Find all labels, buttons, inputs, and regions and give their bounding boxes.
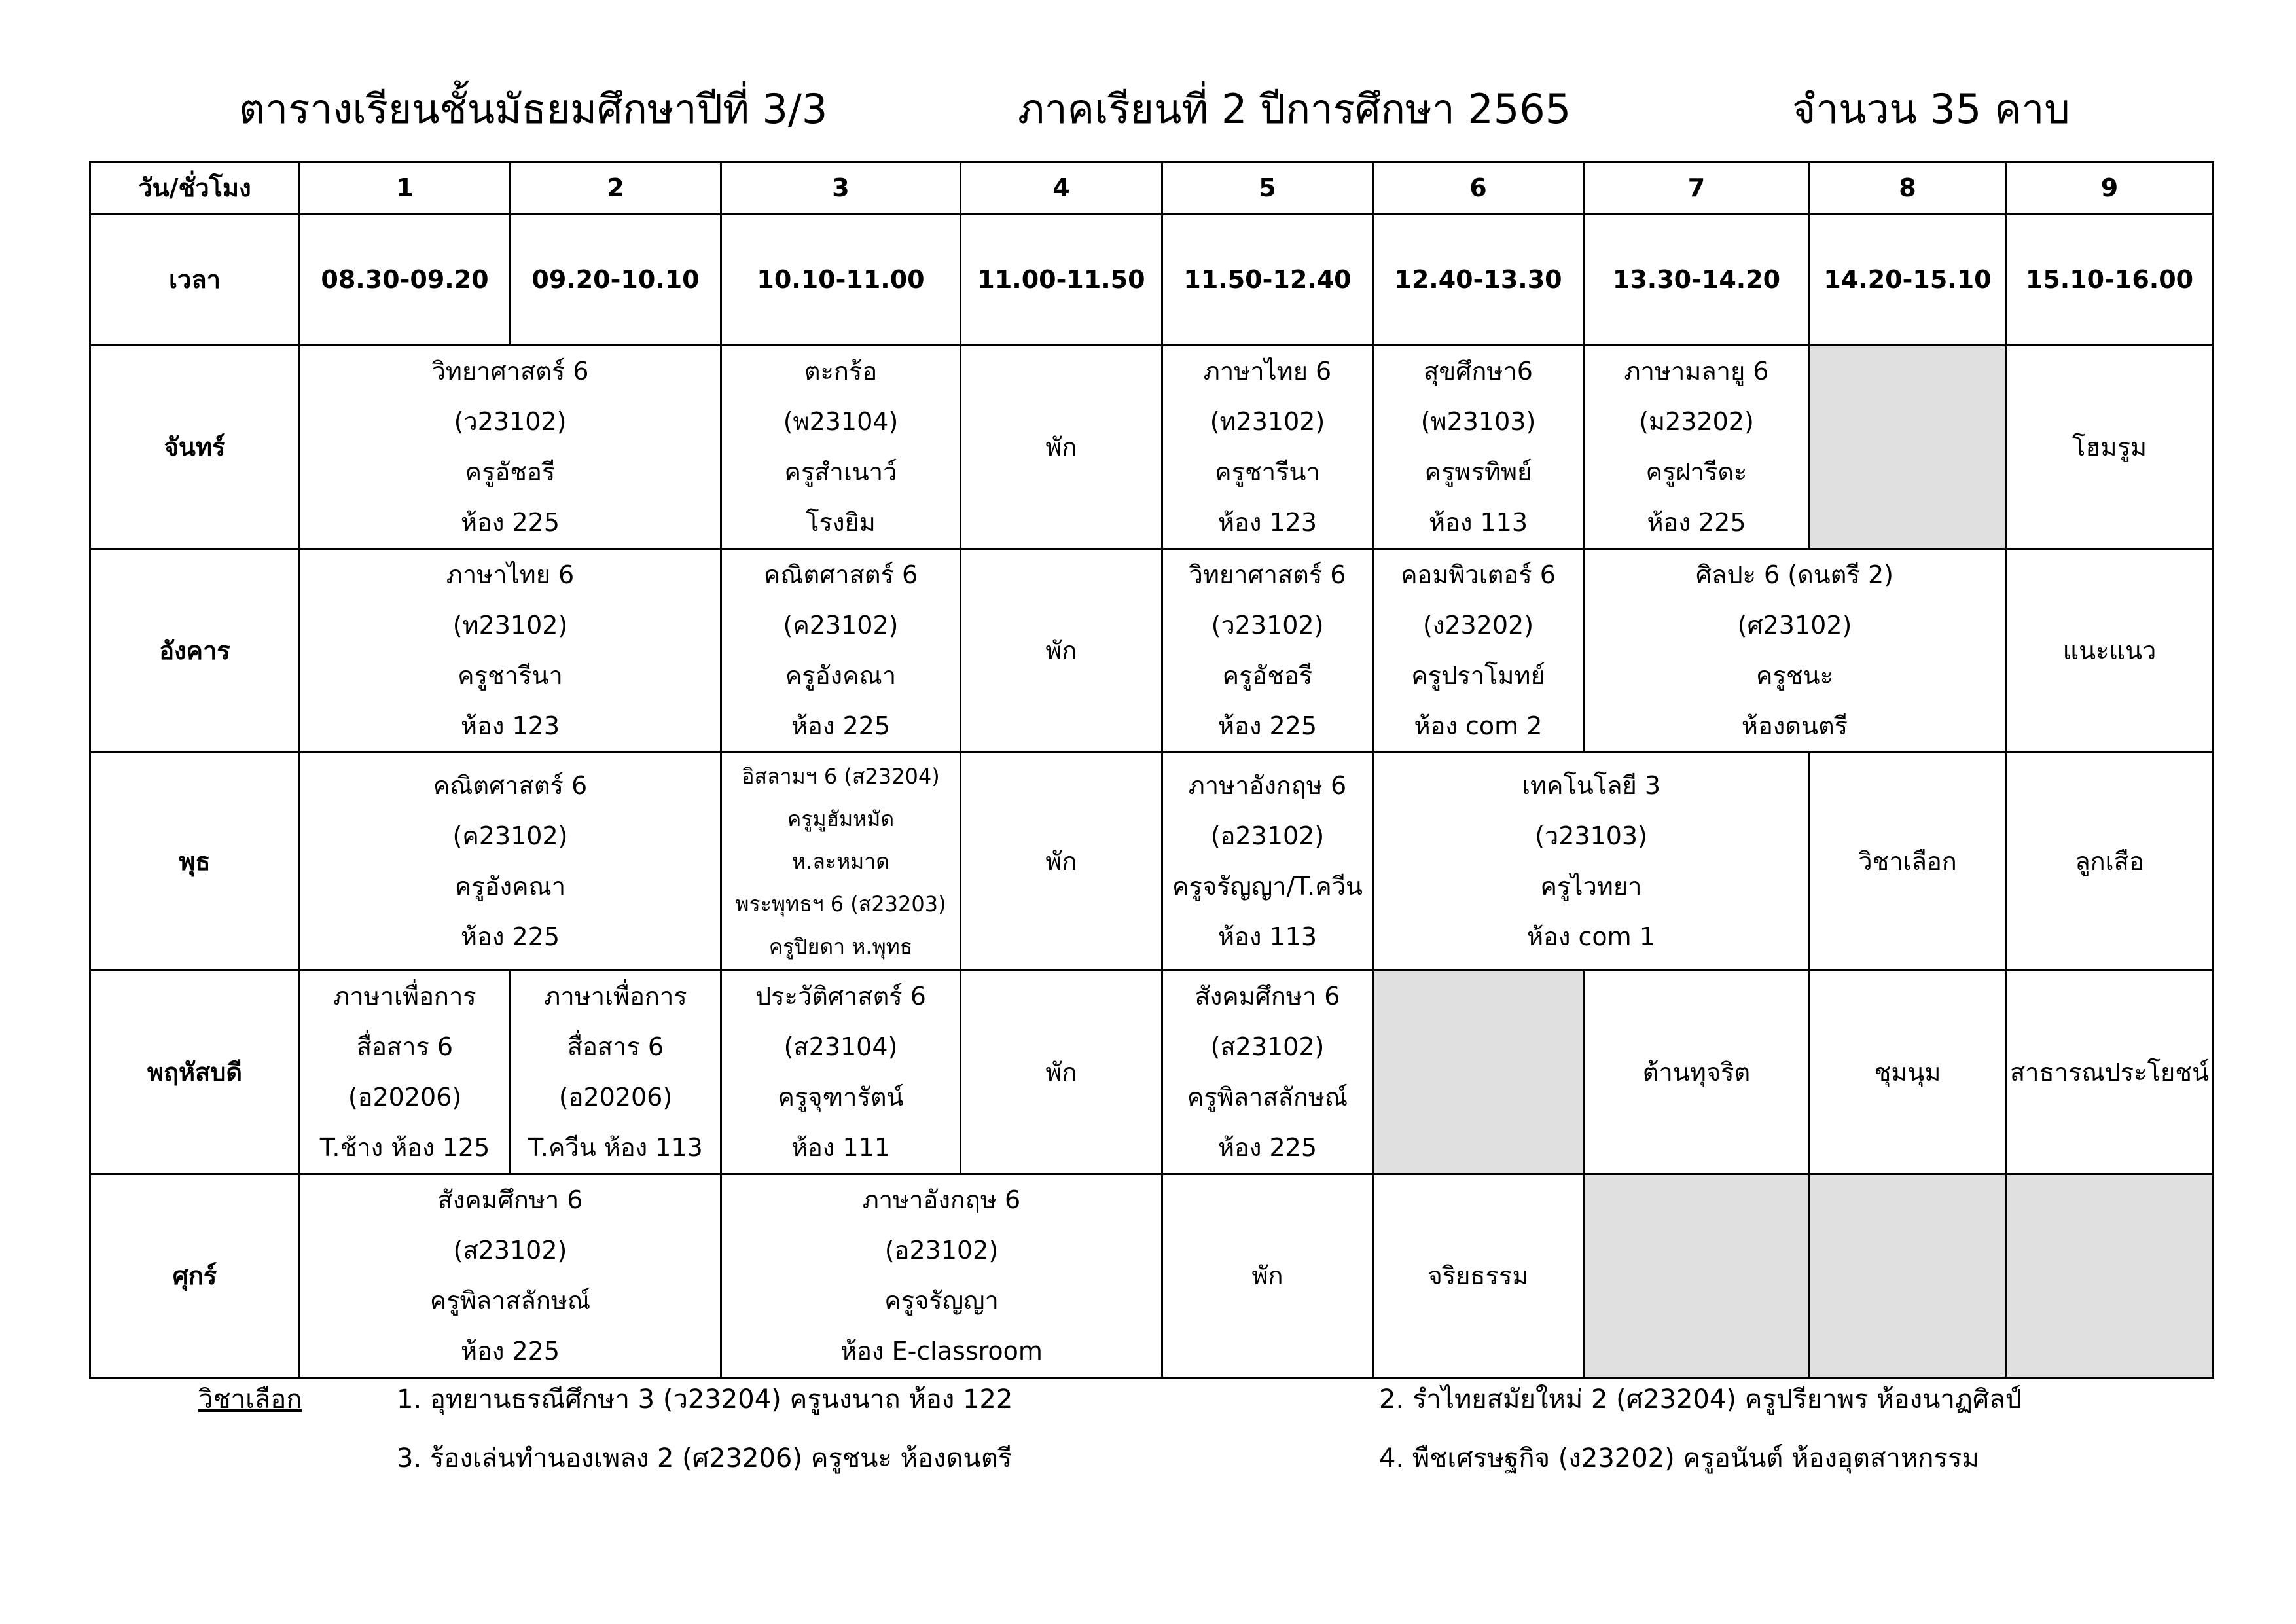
class-cell [1584, 549, 2006, 753]
time-slot: 08.30-09.20 [300, 215, 511, 346]
teacher-name: ครูจรัญญา [884, 1286, 999, 1315]
class-cell [300, 1174, 721, 1378]
activity-cell: จริยธรรม [1373, 1174, 1584, 1378]
teacher-name: ครูชนะ [1755, 661, 1833, 690]
electives-label: วิชาเลือก [198, 1384, 302, 1415]
class-cell [721, 1174, 1162, 1378]
activity-cell: ต้านทุจริต [1584, 971, 1810, 1174]
subject-name: วิทยาศาสตร์ 6 [1189, 560, 1346, 589]
class-cell [300, 549, 721, 753]
day-label: ศุกร์ [90, 1174, 300, 1378]
teacher-name: ครูพิลาสลักษณ์ [429, 1286, 591, 1315]
subject-code: (ส23102) [1210, 1032, 1325, 1061]
time-slot: 14.20-15.10 [1810, 215, 2006, 346]
class-cell [300, 346, 721, 549]
day-label: พฤหัสบดี [90, 971, 300, 1174]
subject-name: คณิตศาสตร์ 6 [433, 771, 588, 800]
teacher-name: ครูอัชอรี [465, 458, 556, 486]
period-number: 7 [1584, 162, 1810, 215]
period-number: 8 [1810, 162, 2006, 215]
activity-cell: โฮมรูม [2006, 346, 2214, 549]
room-name: ห้อง 225 [1647, 508, 1746, 537]
room-name: ห้อง 113 [1217, 922, 1318, 951]
class-cell [1373, 753, 1810, 971]
period-number: 1 [300, 162, 511, 215]
period-count: จำนวน 35 คาบ [1792, 85, 2070, 133]
subject-code: (ม23202) [1639, 407, 1754, 436]
break-cell: พัก [961, 549, 1162, 753]
subject-code: (อ23102) [884, 1236, 999, 1265]
day-row-monday [90, 346, 2214, 549]
subject-code: (ว23102) [1211, 611, 1324, 640]
break-cell: พัก [1162, 1174, 1373, 1378]
subject-name: ตะกร้อ [804, 357, 878, 386]
timetable [89, 161, 2214, 1379]
room-name: ห้อง 225 [1217, 712, 1318, 740]
class-cell [1162, 549, 1373, 753]
teacher-name: ครูสำเนาว์ [784, 458, 897, 486]
period-header-row [90, 162, 2214, 215]
room-name: โรงยิม [806, 508, 876, 537]
day-label: พุธ [90, 753, 300, 971]
teacher-name: ครูชารีนา [457, 661, 563, 690]
activity-cell: ชุมนุม [1810, 971, 2006, 1174]
room-name: ห้อง 225 [1217, 1133, 1318, 1162]
subject-code: (ส23104) [783, 1032, 898, 1061]
subject-name: อิสลามฯ 6 (ส23204) [742, 763, 940, 789]
subject-code: (พ23104) [783, 407, 899, 436]
period-number: 9 [2006, 162, 2214, 215]
class-cell [1162, 346, 1373, 549]
room-name: ห้องดนตรี [1741, 712, 1848, 740]
teacher-name: ครูฝารีดะ [1645, 458, 1748, 486]
room-name: ห้อง E-classroom [840, 1337, 1043, 1365]
time-slot: 09.20-10.10 [511, 215, 721, 346]
room-name: T.ช้าง ห้อง 125 [319, 1133, 490, 1162]
day-label: อังคาร [90, 549, 300, 753]
teacher-name: ครูไวทยา [1540, 872, 1642, 901]
time-slot: 11.00-11.50 [961, 215, 1162, 346]
subject-name: ภาษามลายู 6 [1624, 357, 1769, 386]
elective-item: 1. อุทยานธรณีศึกษา 3 (ว23204) ครูนงนาถ ห้อง 122 [397, 1384, 1013, 1415]
empty-cell [1810, 1174, 2006, 1378]
day-row-tuesday [90, 549, 2214, 753]
subject-code: (ว23102) [454, 407, 567, 436]
room-name: ห้อง 225 [460, 922, 560, 951]
room-name: ห้อง 123 [1217, 508, 1318, 537]
subject-name: สุขศึกษา6 [1424, 357, 1533, 386]
day-row-thursday [90, 971, 2214, 1174]
empty-cell [1810, 346, 2006, 549]
subject-name: ภาษาอังกฤษ 6 [1188, 771, 1347, 800]
class-cell [300, 753, 721, 971]
subject-code: (ค23102) [783, 611, 899, 640]
subject-code: (อ20206) [558, 1083, 673, 1111]
class-cell [721, 971, 961, 1174]
class-cell [1373, 346, 1584, 549]
time-slot: 12.40-13.30 [1373, 215, 1584, 346]
class-cell [1162, 971, 1373, 1174]
teacher-name: ครูอังคณา [454, 872, 566, 901]
period-number: 2 [511, 162, 721, 215]
subject-name: เทคโนโลยี 3 [1521, 771, 1661, 800]
subject-name: ภาษาไทย 6 [1203, 357, 1332, 386]
activity-cell: แนะแนว [2006, 549, 2214, 753]
subject-code: (อ20206) [348, 1083, 462, 1111]
subject-name: ประวัติศาสตร์ 6 [755, 982, 926, 1011]
time-slot: 13.30-14.20 [1584, 215, 1810, 346]
subject-code: (ค23102) [452, 821, 568, 850]
room-name: ห้อง 225 [460, 508, 560, 537]
teacher-name: ครูจุฑารัตน์ [778, 1083, 904, 1111]
activity-cell: สาธารณประโยชน์ [2006, 971, 2214, 1174]
teacher-name: ครูพรทิพย์ [1424, 458, 1532, 486]
class-cell [1584, 346, 1810, 549]
room-name: ห้อง 123 [460, 712, 560, 740]
room-name: ห้อง 225 [460, 1337, 560, 1365]
subject-name: สื่อสาร 6 [356, 1032, 454, 1061]
teacher-name: ครูพิลาสลักษณ์ [1187, 1083, 1348, 1111]
day-label: จันทร์ [90, 346, 300, 549]
subject-name: ภาษาเพื่อการ [333, 982, 476, 1011]
activity-cell: ลูกเสือ [2006, 753, 2214, 971]
subject-code: (ท23102) [1210, 407, 1325, 436]
subject-code: (ง23202) [1422, 611, 1534, 640]
class-cell [300, 971, 511, 1174]
class-cell [1162, 753, 1373, 971]
subject-name: ศิลปะ 6 (ดนตรี 2) [1696, 560, 1893, 589]
class-cell [511, 971, 721, 1174]
subject-code: (ท23102) [452, 611, 568, 640]
subject-name: คอมพิวเตอร์ 6 [1401, 560, 1556, 589]
day-row-friday [90, 1174, 2214, 1378]
teacher-name: ครูปราโมทย์ [1411, 661, 1545, 690]
class-cell [721, 346, 961, 549]
subject-name: สังคมศึกษา 6 [1194, 982, 1340, 1011]
subject-code: (อ23102) [1210, 821, 1325, 850]
break-cell: พัก [961, 346, 1162, 549]
time-slot: 11.50-12.40 [1162, 215, 1373, 346]
teacher-name: ครูชารีนา [1215, 458, 1320, 486]
day-row-wednesday [90, 753, 2214, 971]
teacher-name: ครูมูฮัมหมัด [787, 806, 895, 831]
room-name: ห.ละหมาด [792, 848, 889, 874]
subject-name: ภาษาไทย 6 [446, 560, 575, 589]
subject-code: (ศ23102) [1737, 611, 1852, 640]
subject-name: คณิตศาสตร์ 6 [763, 560, 918, 589]
teacher-name: ครูอัชอรี [1222, 661, 1313, 690]
activity-cell: วิชาเลือก [1810, 753, 2006, 971]
elective-item: 2. รำไทยสมัยใหม่ 2 (ศ23204) ครูปรียาพร ห้องนาฏศิลป์ [1379, 1384, 2022, 1415]
room-name: ห้อง com 1 [1527, 922, 1655, 951]
period-number: 3 [721, 162, 961, 215]
room-name: ห้อง 225 [791, 712, 891, 740]
time-label: เวลา [90, 215, 300, 346]
teacher-name: ครูปิยดา ห.พุทธ [768, 933, 913, 959]
elective-item: 3. ร้องเล่นทำนองเพลง 2 (ศ23206) ครูชนะ ห้องดนตรี [397, 1443, 1013, 1473]
break-cell: พัก [961, 971, 1162, 1174]
subject-code: (ส23102) [453, 1236, 567, 1265]
class-cell [1373, 549, 1584, 753]
teacher-name: ครูจรัญญา/T.ควีน [1172, 872, 1363, 901]
teacher-name: ครูอังคณา [785, 661, 897, 690]
subject-name: สื่อสาร 6 [567, 1032, 664, 1061]
term-title: ภาคเรียนที่ 2 ปีการศึกษา 2565 [1018, 85, 1571, 133]
room-name: ห้อง com 2 [1414, 712, 1543, 740]
subject-name: วิทยาศาสตร์ 6 [431, 357, 589, 386]
room-name: ห้อง 111 [791, 1133, 891, 1162]
period-number: 4 [961, 162, 1162, 215]
subject-code: (ว23103) [1535, 821, 1647, 850]
empty-cell [2006, 1174, 2214, 1378]
schedule-title: ตารางเรียนชั้นมัธยมศึกษาปีที่ 3/3 [239, 85, 828, 133]
subject-name: ภาษาเพื่อการ [544, 982, 687, 1011]
subject-name: สังคมศึกษา 6 [437, 1185, 583, 1214]
room-name: ห้อง 113 [1428, 508, 1528, 537]
break-cell: พัก [961, 753, 1162, 971]
elective-item: 4. พืชเศรษฐกิจ (ง23202) ครูอนันต์ ห้องอุตสาหกรรม [1379, 1443, 1979, 1473]
empty-cell [1584, 1174, 1810, 1378]
subject-name: พระพุทธฯ 6 (ส23203) [735, 891, 946, 916]
room-name: T.ควีน ห้อง 113 [528, 1133, 703, 1162]
time-slot: 10.10-11.00 [721, 215, 961, 346]
subject-code: (พ23103) [1420, 407, 1536, 436]
class-cell [721, 753, 961, 971]
subject-name: ภาษาอังกฤษ 6 [862, 1185, 1021, 1214]
class-cell [721, 549, 961, 753]
empty-cell [1373, 971, 1584, 1174]
period-number: 5 [1162, 162, 1373, 215]
time-row [90, 215, 2214, 346]
corner-cell: วัน/ชั่วโมง [90, 162, 300, 215]
time-slot: 15.10-16.00 [2006, 215, 2214, 346]
period-number: 6 [1373, 162, 1584, 215]
